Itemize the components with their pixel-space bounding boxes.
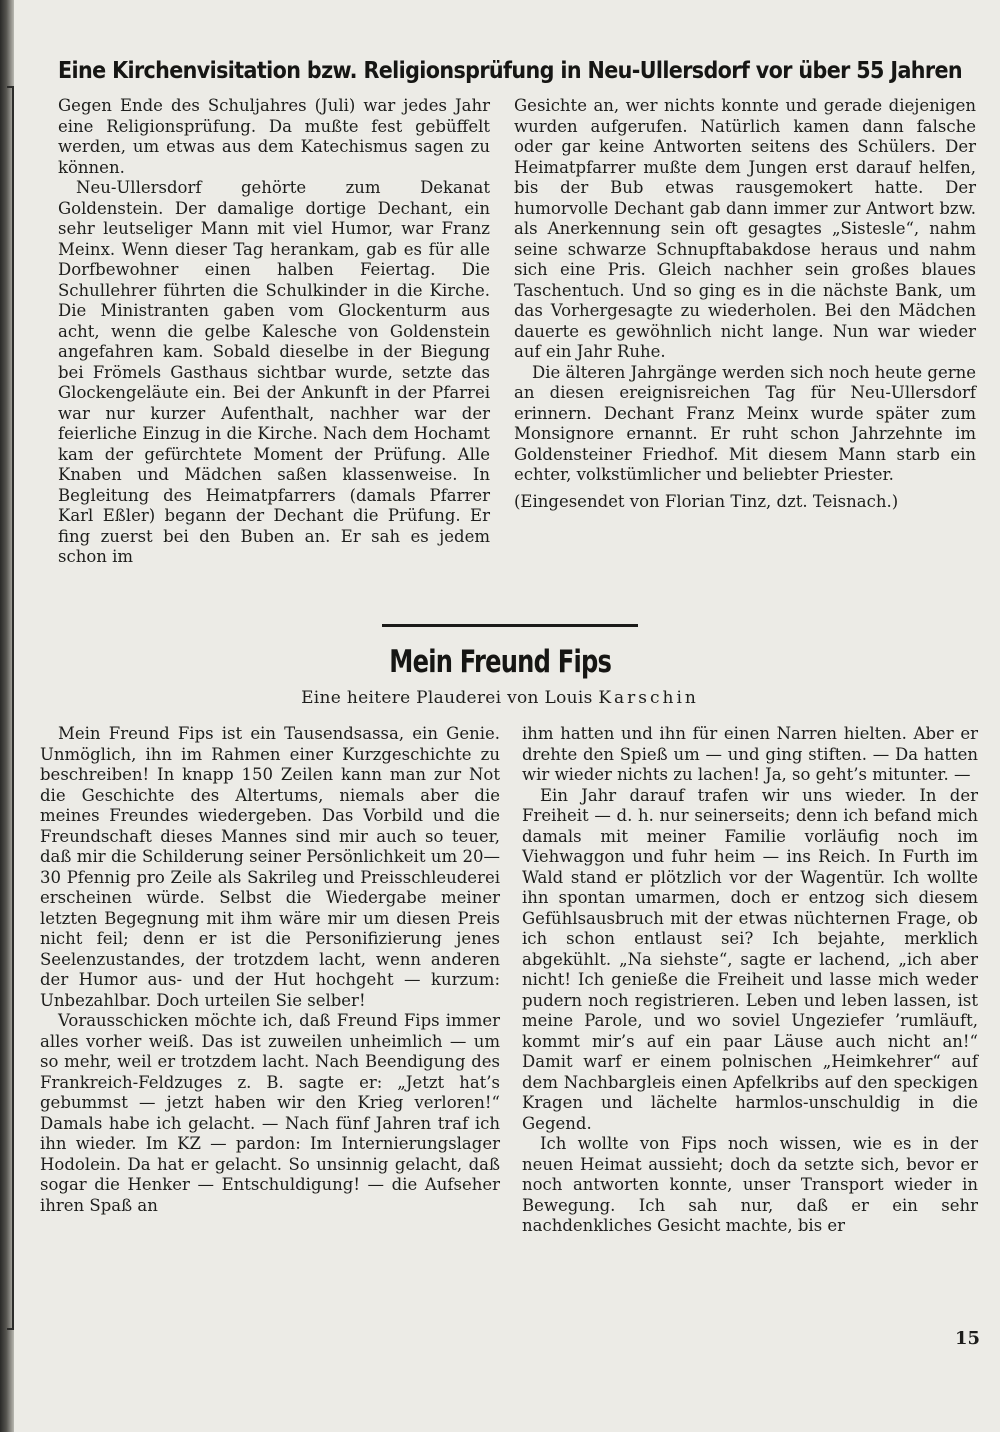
article-2-author: Karschin <box>598 688 699 708</box>
article-2-subtitle <box>0 688 1000 708</box>
article-2-right-column <box>522 724 978 1237</box>
article-2-subtitle-prefix: Eine heitere Plauderei von Louis <box>301 688 599 708</box>
article-2-paragraph: Mein Freund Fips ist ein Tausendsassa, ein Genie. Unmöglich, ihn im Rahmen einer Kurzgeschichte zu beschreiben! In knapp 150 Zeilen kann man zur Not die Geschichte des Altertums, niemals aber die meines Freundes wiedergeben. Das Vorbild und die Freundschaft dieses Mannes sind mir auch so teuer, daß mir die Schilderung seiner Persönlichkeit um 20—30 Pfennig pro Zeile als Sakrileg und Preisschleuderei erscheinen würde. Selbst die Wiedergabe meiner letzten Begegnung mit ihm wäre mir um diesen Preis nicht feil; denn er ist die Personifizierung jenes Seelenzustandes, der trotzdem lacht, wenn anderen der Humor aus- und der Hut hochgeht — kurzum: Unbezahlbar. Doch urteilen Sie selber! <box>40 724 500 1010</box>
article-1-paragraph: Neu-Ullersdorf gehörte zum Dekanat Goldenstein. Der damalige dortige Dechant, ein sehr leutseliger Mann mit viel Humor, war Franz Meinx. Wenn dieser Tag herankam, gab es für alle Dorfbewohner einen halben Feiertag. Die Schullehrer führten die Schulkinder in die Kirche. Die Ministranten gaben vom Glockenturm aus acht, wenn die gelbe Kalesche von Goldenstein angefahren kam. Sobald dieselbe in der Biegung bei Frömels Gasthaus sichtbar wurde, setzte das Glockengeläute ein. Bei der Ankunft in der Pfarrei war nur kurzer Aufenthalt, nachher war der feierliche Einzug in die Kirche. Nach dem Hochamt kam der gefürchtete Moment der Prüfung. Alle Knaben und Mädchen saßen klassenweise. In Begleitung des Heimatpfarrers (damals Pfarrer Karl Eßler) begann der Dechant die Prüfung. Er fing zuerst bei den Buben an. Er sah es jedem schon im <box>58 178 490 566</box>
article-1-left-column <box>58 96 490 568</box>
article-1-right-column <box>514 96 976 512</box>
article-2-paragraph: Vorausschicken möchte ich, daß Freund Fips immer alles vorher weiß. Das ist zuweilen unheimlich — um so mehr, weil er trotzdem lacht. Nach Beendigung des Frankreich-Feldzuges z. B. sagte er: „Jetzt hat’s gebummst — jetzt haben wir den Krieg verloren!“ Damals habe ich gelacht. — Nach fünf Jahren traf ich ihn wieder. Im KZ — pardon: Im Internierungslager Hodolein. Da hat er gelacht. So unsinnig gelacht, daß sogar die Henker — Entschuldigung! — die Aufseher ihren Spaß an <box>40 1011 500 1215</box>
article-2-left-column <box>40 724 500 1216</box>
article-1-signature: (Eingesendet von Florian Tinz, dzt. Teisnach.) <box>514 491 899 511</box>
page-number: 15 <box>955 1328 981 1349</box>
article-1-paragraph: Gesichte an, wer nichts konnte und gerade diejenigen wurden aufgerufen. Natürlich kamen dann falsche oder gar keine Antworten seitens des Schülers. Der Heimatpfarrer mußte dem Jungen erst darauf helfen, bis der Bub etwas rausgemokert hatte. Der humorvolle Dechant gab dann immer zur Antwort bzw. als Anerkennung sein oft gesagtes „Sistesle“, nahm seine schwarze Schnupftabakdose heraus und nahm sich eine Pris. Gleich nachher sein großes blaues Taschentuch. Und so ging es in die nächste Bank, um das Vorhergesagte zu wiederholen. Bei den Mädchen dauerte es gewöhnlich nicht lange. Nun war wieder auf ein Jahr Ruhe. <box>514 96 976 361</box>
article-2-title-text: Mein Freund Fips <box>389 644 611 680</box>
article-2-paragraph: Ich wollte von Fips noch wissen, wie es in der neuen Heimat aussieht; doch da setzte sich, bevor er noch antworten konnte, unser Transport wieder in Bewegung. Ich sah nur, daß er ein sehr nachdenkliches Gesicht machte, bis er <box>522 1134 978 1235</box>
article-2-paragraph: ihm hatten und ihn für einen Narren hielten. Aber er drehte den Spieß um — und ging stiften. — Da hatten wir wieder nichts zu lachen! Ja, so geht’s mitunter. — <box>522 724 978 784</box>
article-1-paragraph: Gegen Ende des Schuljahres (Juli) war jedes Jahr eine Religionsprüfung. Da mußte fest gebüffelt werden, um etwas aus dem Katechismus sagen zu können. <box>58 96 490 177</box>
binding-bracket <box>7 86 14 1330</box>
article-2-paragraph: Ein Jahr darauf trafen wir uns wieder. In der Freiheit — d. h. nur seinerseits; denn ich befand mich damals mit meiner Familie vorläufig noch im Viehwaggon und fuhr heim — ins Reich. In Furth im Wald stand er plötzlich vor der Wagentür. Ich wollte ihn spontan umarmen, doch er entzog sich diesem Gefühlsausbruch mit der etwas nüchternen Frage, ob ich schon entlaust sei? Ich bejahte, merklich abgekühlt. „Na siehste“, sagte er lachend, „ich aber nicht! Ich genieße die Freiheit und lasse mich weder pudern noch registrieren. Leben und leben lassen, ist meine Parole, und wo soviel Ungeziefer ’rumläuft, kommt mir’s auf ein paar Läuse auch nicht an!“ Damit warf er einem polnischen „Heimkehrer“ auf dem Nachbargleis einen Apfelkribs auf den speckigen Kragen und lächelte harmlos-unschuldig in die Gegend. <box>522 785 978 1133</box>
section-divider <box>382 624 638 627</box>
article-1-title: Eine Kirchenvisitation bzw. Religionsprüfung in Neu-Ullersdorf vor über 55 Jahren <box>58 58 963 84</box>
article-2-title <box>0 644 1000 680</box>
article-1-paragraph: Die älteren Jahrgänge werden sich noch heute gerne an diesen ereignisreichen Tag für Neu-Ullersdorf erinnern. Dechant Franz Meinx wurde später zum Monsignore ernannt. Er ruht schon Jahrzehnte im Goldensteiner Friedhof. Mit diesem Mann starb ein echter, volkstümlicher und beliebter Priester. <box>514 362 976 484</box>
